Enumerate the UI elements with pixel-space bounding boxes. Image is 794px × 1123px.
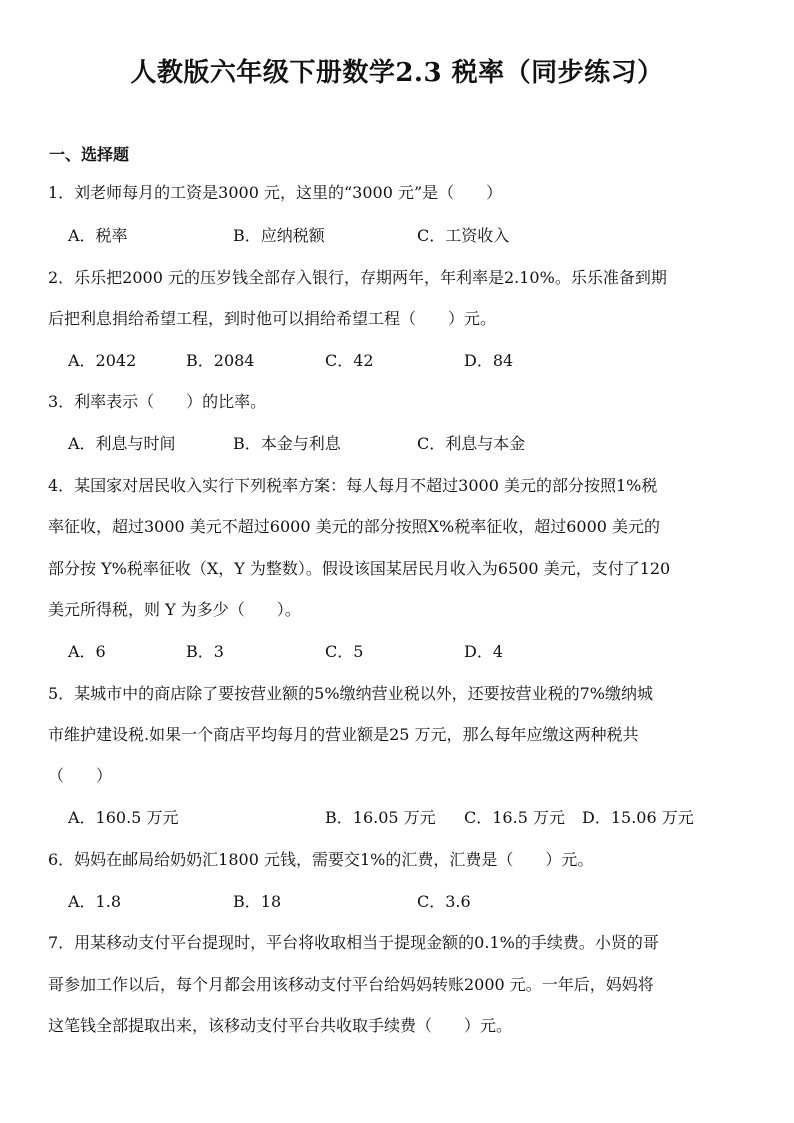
question-1-option-a: A．税率 xyxy=(68,226,128,245)
question-2-option-a: A．2042 xyxy=(68,351,137,370)
question-5-option-a: A．160.5 万元 xyxy=(68,808,179,827)
question-4-stem-line-4: 美元所得税，则 Y 为多少（ ）。 xyxy=(48,600,301,619)
question-5-stem-line-2: 市维护建设税.如果一个商店平均每月的营业额是25 万元，那么每年应缴这两种税共 xyxy=(48,725,639,744)
question-5-option-b: B．16.05 万元 xyxy=(325,808,436,827)
question-5-stem-line-3: （ ） xyxy=(48,766,113,785)
question-5-option-c: C．16.5 万元 xyxy=(464,808,565,827)
question-5-stem-line-1: 5．某城市中的商店除了要按营业额的5%缴纳营业税以外，还要按营业税的7%缴纳城 xyxy=(48,684,653,703)
question-2-stem-line-1: 2．乐乐把2000 元的压岁钱全部存入银行，存期两年，年利率是2.10%。乐乐准备到期 xyxy=(48,268,667,287)
question-2-option-c: C．42 xyxy=(325,351,374,370)
question-1-option-c: C．工资收入 xyxy=(417,226,510,245)
question-3-stem: 3．利率表示（ ）的比率。 xyxy=(48,392,267,411)
question-2-option-d: D．84 xyxy=(464,351,514,370)
page-title: 人教版六年级下册数学2.3 税率（同步练习） xyxy=(130,58,664,88)
question-3-option-b: B．本金与利息 xyxy=(233,434,341,453)
question-4-stem-line-2: 率征收，超过3000 美元不超过6000 美元的部分按照X%税率征收，超过6000 美元的 xyxy=(48,517,661,536)
question-6-stem: 6．妈妈在邮局给奶奶汇1800 元钱，需要交1%的汇费，汇费是（ ）元。 xyxy=(48,850,594,869)
question-6-option-a: A．1.8 xyxy=(68,892,122,911)
question-4-stem-line-3: 部分按 Y%税率征收（X，Y 为整数）。假设该国某居民月收入为6500 美元，支付了120 xyxy=(48,559,671,578)
question-1-option-b: B．应纳税额 xyxy=(233,226,325,245)
question-4-option-c: C．5 xyxy=(325,642,364,661)
question-7-stem-line-1: 7．用某移动支付平台提现时，平台将收取相当于提现金额的0.1%的手续费。小贤的哥 xyxy=(48,933,659,952)
question-5-option-d: D．15.06 万元 xyxy=(582,808,694,827)
question-2-stem-line-2: 后把利息捐给希望工程，到时他可以捐给希望工程（ ）元。 xyxy=(48,309,497,328)
question-1-stem: 1．刘老师每月的工资是3000 元，这里的“3000 元”是（ ） xyxy=(48,183,503,202)
question-7-stem-line-3: 这笔钱全部提取出来，该移动支付平台共收取手续费（ ）元。 xyxy=(48,1016,513,1035)
question-2-option-b: B．2084 xyxy=(186,351,255,370)
question-4-stem-line-1: 4．某国家对居民收入实行下列税率方案：每人每月不超过3000 美元的部分按照1%税 xyxy=(48,476,658,495)
question-6-option-c: C．3.6 xyxy=(417,892,471,911)
question-4-option-b: B．3 xyxy=(186,642,224,661)
question-3-option-a: A．利息与时间 xyxy=(68,434,176,453)
question-4-option-a: A．6 xyxy=(68,642,106,661)
question-4-option-d: D．4 xyxy=(464,642,504,661)
question-3-option-c: C．利息与本金 xyxy=(417,434,526,453)
question-6-option-b: B．18 xyxy=(233,892,282,911)
section-heading: 一、选择题 xyxy=(49,145,130,164)
question-7-stem-line-2: 哥参加工作以后，每个月都会用该移动支付平台给妈妈转账2000 元。一年后，妈妈将 xyxy=(48,975,654,994)
